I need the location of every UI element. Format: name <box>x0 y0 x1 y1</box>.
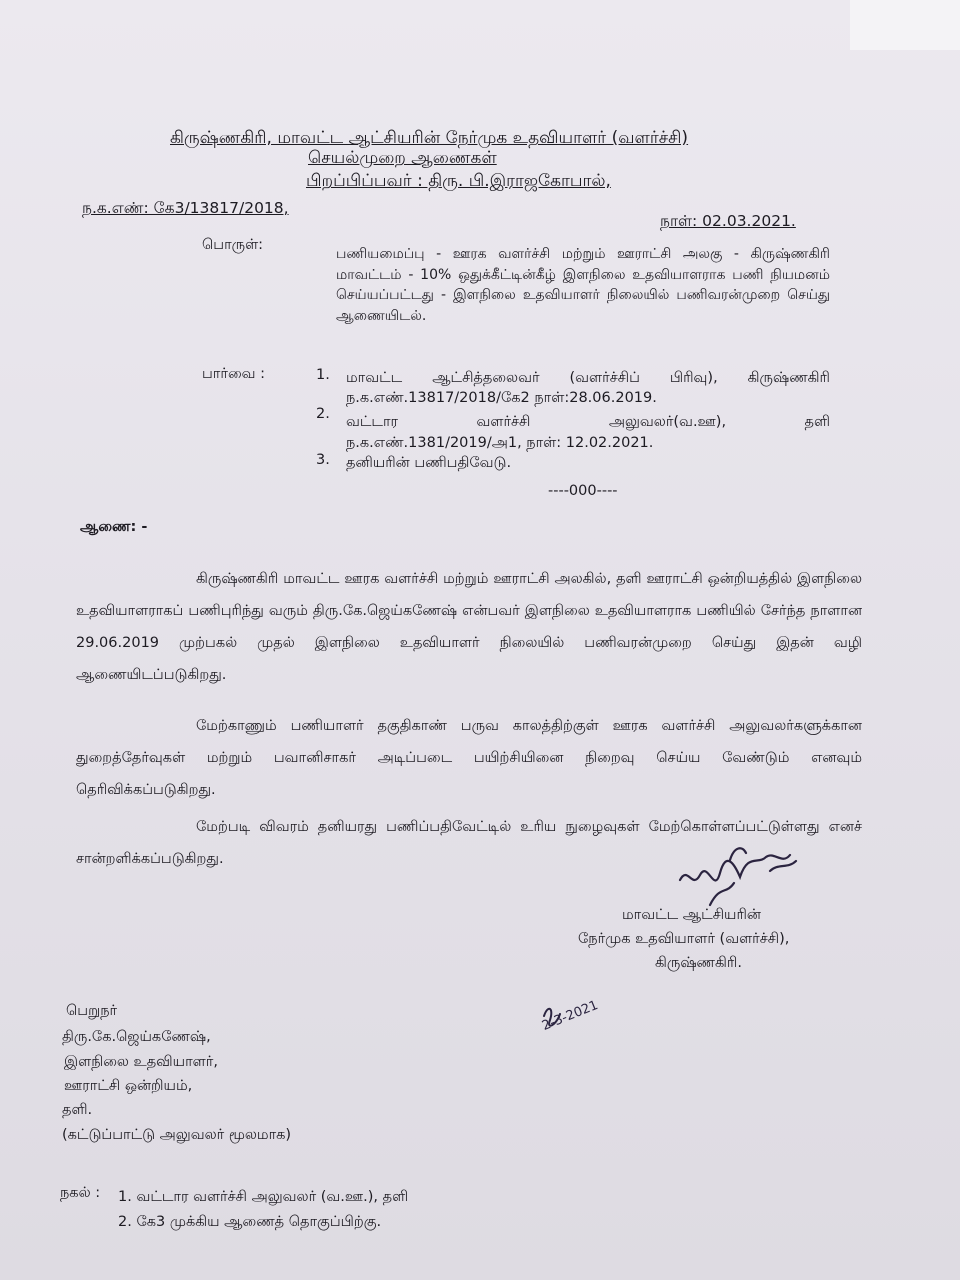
signatory-line-1: மாவட்ட ஆட்சியரின் <box>622 907 761 923</box>
header-office-title: கிருஷ்ணகிரி, மாவட்ட ஆட்சியரின் நேர்முக உதவியாளர் (வளர்ச்சி) <box>170 128 689 148</box>
recipient-label: பெறுநர் <box>66 1003 118 1019</box>
separator: ----000---- <box>548 483 618 499</box>
order-paragraph-1: கிருஷ்ணகிரி மாவட்ட ஊரக வளர்ச்சி மற்றும் ஊராட்சி அலகில், தளி ஊராட்சி ஒன்றியத்தில் இளநிலை உதவியாளராகப் பணிபுரிந்து வரும் திரு.கே.ஜெய்கணேஷ் என்பவர் இளநிலை உதவியாளராக பணியில் சேர்ந்த நாளான 29.06.2019 முற்பகல் முதல் இளநிலை உதவியாளர் நிலையில் பணிவரன்முறை செய்து இதன் வழி ஆணையிடப்படுகிறது. <box>76 571 862 683</box>
references-label: பார்வை : <box>202 366 266 382</box>
reference-2-line1: வட்டார வளர்ச்சி அலுவலர்(வ.ஊ), தளி <box>346 414 830 430</box>
order-date: நாள்: 02.03.2021. <box>660 212 796 230</box>
paper-corner <box>850 0 960 50</box>
recipient-line-2: இளநிலை உதவியாளர், <box>64 1054 218 1070</box>
copy-item-1: 1. வட்டார வளர்ச்சி அலுவலர் (வ.ஊ.), தளி <box>118 1189 409 1205</box>
subject-label: பொருள்: <box>202 237 264 253</box>
recipient-line-5: (கட்டுப்பாட்டு அலுவலர் மூலமாக) <box>62 1127 292 1143</box>
reference-2-line2: ந.க.எண்.1381/2019/அ1, நாள்: 12.02.2021. <box>346 435 654 451</box>
signatory-line-3: கிருஷ்ணகிரி. <box>655 955 742 971</box>
copy-label: நகல் : <box>60 1185 101 1201</box>
signatory-line-2: நேர்முக உதவியாளர் (வளர்ச்சி), <box>578 931 790 947</box>
reference-1-line1: மாவட்ட ஆட்சித்தலைவர் (வளர்ச்சிப் பிரிவு), கிருஷ்ணகிரி <box>346 370 830 386</box>
reference-number: ந.க.எண்: கே3/13817/2018, <box>82 199 289 217</box>
reference-1-line2: ந.க.எண்.13817/2018/கே2 நாள்:28.06.2019. <box>346 390 657 406</box>
reference-number-3: 3. <box>316 452 330 468</box>
recipient-line-3: ஊராட்சி ஒன்றியம், <box>64 1078 193 1094</box>
reference-3-line1: தனியரின் பணிபதிவேடு. <box>346 455 512 471</box>
subject-text: பணியமைப்பு - ஊரக வளர்ச்சி மற்றும் ஊராட்சி அலகு - கிருஷ்ணகிரி மாவட்டம் - 10% ஒதுக்கீட்டின்கீழ் இளநிலை உதவியாளராக பணி நியமனம் செய்யப்பட்டது - இளநிலை உதவியாளர் நிலையில் பணிவரன்முறை செய்து ஆணையிடல். <box>336 246 830 324</box>
order-paragraph-2: மேற்காணும் பணியாளர் தகுதிகாண் பருவ காலத்திற்குள் ஊரக வளர்ச்சி அலுவலர்களுக்கான துறைத்தேர்வுகள் மற்றும் பவானிசாகர் அடிப்படை பயிற்சியினை நிறைவு செய்ய வேண்டும் எனவும் தெரிவிக்கப்படுகிறது. <box>76 718 862 798</box>
header-issued-by: பிறப்பிப்பவர் : திரு. பி.இராஜகோபால், <box>306 171 611 191</box>
header-proceedings: செயல்முறை ஆணைகள் <box>308 148 497 168</box>
order-label: ஆணை: - <box>80 519 148 535</box>
recipient-line-4: தளி. <box>62 1102 93 1118</box>
signature-scribble <box>670 835 820 915</box>
recipient-line-1: திரு.கே.ஜெய்கணேஷ், <box>62 1029 211 1045</box>
handwritten-date: 2-3-2021 <box>540 997 601 1034</box>
reference-number-2: 2. <box>316 406 330 422</box>
copy-item-2: 2. கே3 முக்கிய ஆணைத் தொகுப்பிற்கு. <box>118 1214 382 1230</box>
reference-number-1: 1. <box>316 367 330 383</box>
order-paragraph-3: மேற்படி விவரம் தனியரது பணிப்பதிவேட்டில் உரிய நுழைவுகள் மேற்கொள்ளப்பட்டுள்ளது எனச் சான்றளிக்கப்படுகிறது. <box>76 819 862 867</box>
